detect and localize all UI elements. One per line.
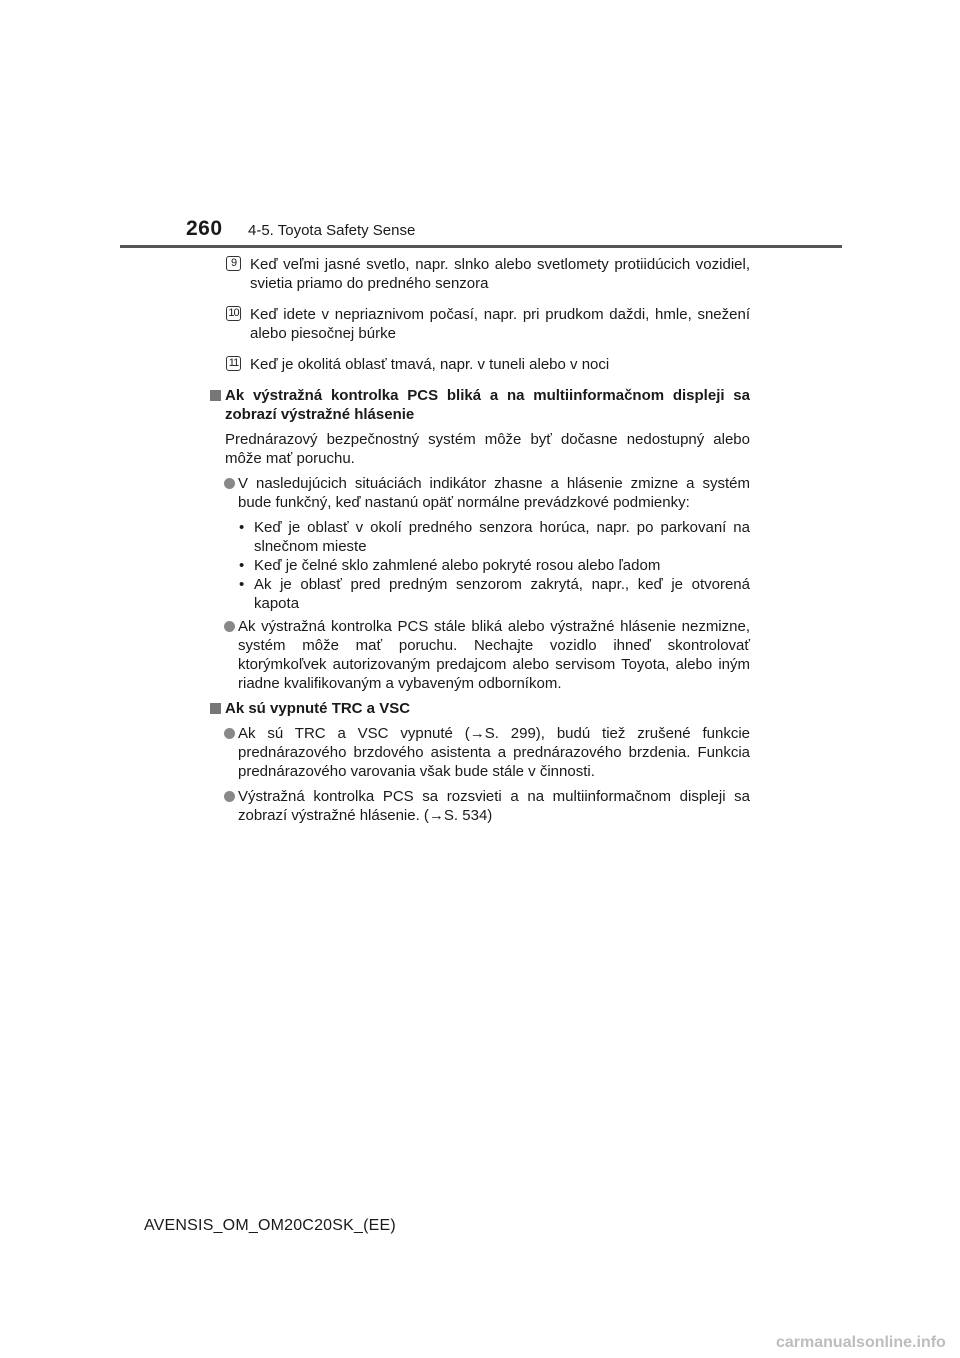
bullet-dot: • (239, 519, 245, 536)
circle-bullet-icon (224, 728, 235, 739)
number-badge: 10 (226, 306, 241, 321)
pcs-point-1: V nasledujúcich situáciách indikátor zhasne a hlásenie zmizne a systém bude funkčný, keď nastanú opäť normálne prevádzkové podmienky: (210, 474, 750, 512)
watermark: carmanualsonline.info (776, 1334, 946, 1351)
bullet-dot: • (239, 576, 245, 593)
page-content (210, 255, 750, 831)
numbered-item-10 (210, 305, 750, 343)
section-heading-pcs-warning: Ak výstražná kontrolka PCS bliká a na multiinformačnom displeji sa zobrazí výstražné hlásenie (210, 386, 750, 424)
number-badge: 11 (226, 356, 241, 371)
numbered-item-text: Keď idete v nepriaznivom počasí, napr. pri prudkom daždi, hmle, snežení alebo piesočnej búrke (250, 306, 750, 342)
bullet-dot: • (239, 557, 245, 574)
list-item: • Keď je čelné sklo zahmlené alebo pokryté rosou alebo ľadom (239, 557, 661, 574)
list-item: • Ak je oblasť pred predným senzorom zakrytá, napr., keď je otvorená kapota (239, 576, 750, 612)
trc-vsc-point-1: Ak sú TRC a VSC vypnuté (→S. 299), budú tiež zrušené funkcie prednárazového brzdového asistenta a prednárazového brzdenia. Funkcia prednárazového varovania však bude stále v činnosti. (210, 724, 750, 781)
page-header (0, 0, 960, 250)
numbered-item-11 (210, 355, 750, 374)
page-number: 260 (186, 217, 223, 240)
circle-bullet-icon (224, 478, 235, 489)
pcs-point-2: Ak výstražná kontrolka PCS stále bliká alebo výstražné hlásenie nezmizne, systém môže mať poruchu. Nechajte vozidlo ihneď skontrolovať ktorýmkoľvek autorizovaným predajcom alebo servisom Toyota, alebo iným riadne kvalifikovaným a vybaveným odborníkom. (210, 617, 750, 693)
numbered-item-text: Keď veľmi jasné svetlo, napr. slnko alebo svetlomety protiidúcich vozidiel, svietia priamo do predného senzora (250, 256, 750, 292)
number-badge: 9 (226, 256, 241, 271)
condition-list (210, 518, 750, 613)
square-bullet-icon (210, 390, 221, 401)
numbered-item-9 (210, 255, 750, 293)
document-code: AVENSIS_OM_OM20C20SK_(EE) (144, 1217, 396, 1234)
header-divider (120, 245, 842, 248)
circle-bullet-icon (224, 621, 235, 632)
pcs-intro-paragraph: Prednárazový bezpečnostný systém môže byť dočasne nedostupný alebo môže mať poruchu. (225, 431, 750, 467)
circle-bullet-icon (224, 791, 235, 802)
section-title: 4-5. Toyota Safety Sense (248, 222, 416, 239)
numbered-item-text: Keď je okolitá oblasť tmavá, napr. v tuneli alebo v noci (250, 356, 610, 373)
square-bullet-icon (210, 703, 221, 714)
list-item: • Keď je oblasť v okolí predného senzora horúca, napr. po parkovaní na slnečnom mieste (239, 519, 750, 555)
section-heading-trc-vsc: Ak sú vypnuté TRC a VSC (210, 699, 750, 718)
trc-vsc-point-2: Výstražná kontrolka PCS sa rozsvieti a na multiinformačnom displeji sa zobrazí výstražné hlásenie. (→S. 534) (210, 787, 750, 825)
